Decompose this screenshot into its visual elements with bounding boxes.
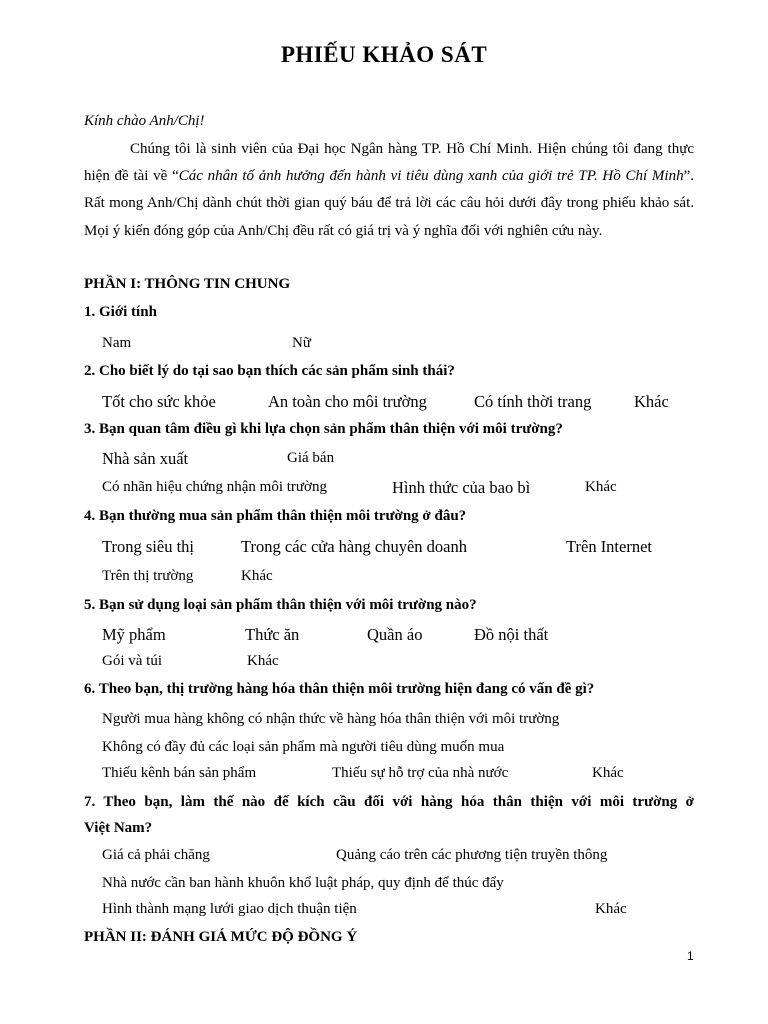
q5-option-food[interactable]: Thức ăn bbox=[245, 625, 300, 644]
greeting: Kính chào Anh/Chị! bbox=[84, 113, 205, 129]
intro-topic: Các nhân tố ảnh hưởng đến hành vi tiêu dùng xanh của giới trẻ TP. Hồ Chí Minh bbox=[178, 168, 684, 185]
q6-option-other[interactable]: Khác bbox=[592, 765, 624, 781]
q6-option-product-range[interactable]: Không có đầy đủ các loại sản phẩm mà người tiêu dùng muốn mua bbox=[102, 739, 505, 755]
q1-option-male[interactable]: Nam bbox=[102, 335, 132, 351]
q3-option-other[interactable]: Khác bbox=[585, 479, 617, 495]
q4-option-specialty-store[interactable]: Trong các cửa hàng chuyên doanh bbox=[241, 537, 467, 556]
q5-option-furniture[interactable]: Đồ nội thất bbox=[474, 625, 549, 644]
q7-option-price[interactable]: Giá cả phải chăng bbox=[102, 847, 210, 863]
q3-option-packaging[interactable]: Hình thức của bao bì bbox=[392, 478, 531, 497]
q2-option-health[interactable]: Tốt cho sức khỏe bbox=[102, 392, 216, 411]
q3-option-price[interactable]: Giá bán bbox=[287, 450, 335, 466]
q6-option-state-support[interactable]: Thiếu sự hỗ trợ của nhà nước bbox=[332, 765, 509, 781]
question-6: 6. Theo bạn, thị trường hàng hóa thân thiện môi trường hiện đang có vấn đề gì? bbox=[84, 681, 595, 697]
q4-option-internet[interactable]: Trên Internet bbox=[566, 537, 652, 556]
question-5: 5. Bạn sử dụng loại sản phẩm thân thiện với môi trường nào? bbox=[84, 597, 477, 613]
q2-option-other[interactable]: Khác bbox=[634, 392, 669, 411]
question-7-line-2: Việt Nam? bbox=[84, 820, 153, 836]
question-3: 3. Bạn quan tâm điều gì khi lựa chọn sản phẩm thân thiện với môi trường? bbox=[84, 421, 563, 437]
q4-option-supermarket[interactable]: Trong siêu thị bbox=[102, 537, 194, 556]
question-4: 4. Bạn thường mua sản phẩm thân thiện môi trường ở đâu? bbox=[84, 508, 467, 524]
q7-option-other[interactable]: Khác bbox=[595, 901, 627, 917]
q1-option-female[interactable]: Nữ bbox=[292, 335, 311, 351]
section-1-heading: PHẦN I: THÔNG TIN CHUNG bbox=[84, 276, 291, 292]
intro-paragraph bbox=[84, 136, 694, 245]
q5-option-other[interactable]: Khác bbox=[247, 653, 279, 669]
question-2: 2. Cho biết lý do tại sao bạn thích các sản phẩm sinh thái? bbox=[84, 363, 455, 379]
q2-option-environment[interactable]: An toàn cho môi trường bbox=[268, 392, 427, 411]
q7-option-network[interactable]: Hình thành mạng lưới giao dịch thuận tiện bbox=[102, 901, 357, 917]
page-title: PHIẾU KHẢO SÁT bbox=[280, 42, 488, 67]
q3-option-eco-label[interactable]: Có nhãn hiệu chứng nhận môi trường bbox=[102, 479, 327, 495]
section-2-heading: PHẦN II: ĐÁNH GIÁ MỨC ĐỘ ĐỒNG Ý bbox=[84, 929, 358, 945]
q5-option-clothing[interactable]: Quần áo bbox=[367, 625, 423, 644]
q3-option-manufacturer[interactable]: Nhà sản xuất bbox=[102, 449, 189, 468]
q7-option-advertising[interactable]: Quảng cáo trên các phương tiện truyền thông bbox=[336, 847, 608, 863]
q5-option-bags[interactable]: Gói và túi bbox=[102, 653, 162, 669]
intro-text-2: ”. Rất mong Anh/Chị dành chút thời gian quý báu để trả lời các câu hỏi dưới đây trong phiếu khảo sát. Mọi ý kiến đóng góp của Anh/Chị đều rất có giá trị và ý nghĩa đối với nghiên cứu này. bbox=[84, 168, 694, 239]
q6-option-awareness[interactable]: Người mua hàng không có nhận thức về hàng hóa thân thiện với môi trường bbox=[102, 711, 560, 727]
question-7-line-1: 7. Theo bạn, làm thế nào để kích cầu đối với hàng hóa thân thiện với môi trường ở bbox=[84, 794, 694, 810]
q4-option-market[interactable]: Trên thị trường bbox=[102, 568, 194, 584]
q4-option-other[interactable]: Khác bbox=[241, 568, 273, 584]
q5-option-cosmetics[interactable]: Mỹ phẩm bbox=[102, 625, 166, 644]
q6-option-sales-channel[interactable]: Thiếu kênh bán sản phẩm bbox=[102, 765, 257, 781]
q7-option-regulation[interactable]: Nhà nước cần ban hành khuôn khổ luật pháp, quy định để thúc đẩy bbox=[102, 875, 504, 891]
question-1: 1. Giới tính bbox=[84, 304, 157, 320]
intro-text-1: Chúng tôi là sinh viên của Đại học Ngân hàng TP. Hồ Chí Minh. Hiện chúng tôi đang thực hiện đề tài về “ bbox=[84, 141, 694, 185]
q2-option-fashion[interactable]: Có tính thời trang bbox=[474, 392, 592, 411]
page-number: 1 bbox=[687, 949, 694, 963]
